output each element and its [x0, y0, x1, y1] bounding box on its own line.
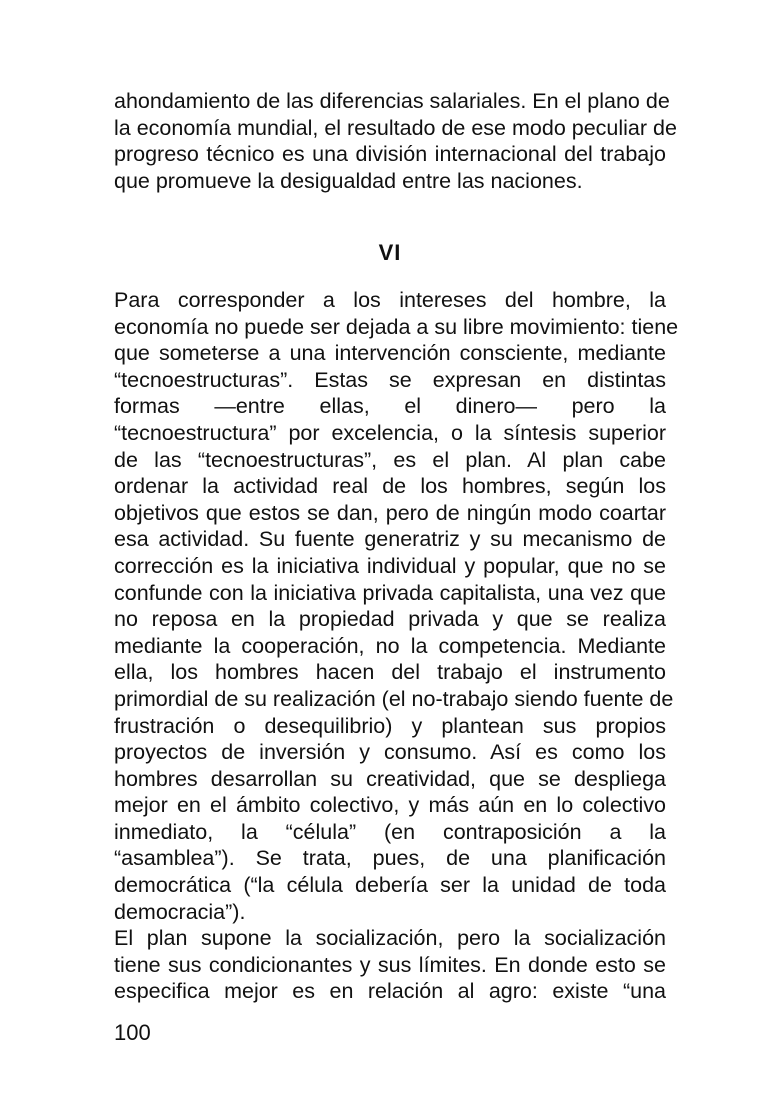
text-line: no reposa en la propiedad privada y que se realiza: [114, 607, 666, 632]
text-line: ahondamiento de las diferencias salariales. En el plano de: [114, 89, 670, 113]
text-line: mediante la cooperación, no la competencia. Mediante: [114, 633, 666, 658]
text-line: El plan supone la socialización, pero la socialización: [114, 926, 666, 951]
text-line: “tecnoestructura” por excelencia, o la síntesis superior: [114, 420, 666, 445]
text-line: economía no puede ser dejada a su libre movimiento: tiene: [114, 314, 679, 339]
text-line: primordial de su realización (el no-trabajo siendo fuente de: [114, 686, 674, 711]
text-line: que promueve la desigualdad entre las naciones.: [114, 168, 583, 193]
text-line: proyectos de inversión y consumo. Así es como los: [114, 740, 666, 765]
text-line: hombres desarrollan su creatividad, que se despliega: [114, 766, 666, 791]
text-line: tiene sus condicionantes y sus límites. En donde esto se: [114, 952, 666, 977]
section-heading: VI: [378, 240, 402, 265]
page-number: 100: [114, 1020, 151, 1045]
text-line: inmediato, la “célula” (en contraposición a la: [114, 819, 666, 844]
text-line: “tecnoestructuras”. Estas se expresan en distintas: [114, 367, 666, 392]
text-line: mejor en el ámbito colectivo, y más aún en lo colectivo: [114, 793, 666, 818]
text-line: que someterse a una intervención consciente, mediante: [114, 341, 666, 366]
text-line: ordenar la actividad real de los hombres, según los: [114, 474, 666, 499]
text-line: objetivos que estos se dan, pero de ningún modo coartar: [114, 500, 666, 525]
text-line: confunde con la iniciativa privada capitalista, una vez que: [114, 580, 666, 605]
text-line: ella, los hombres hacen del trabajo el instrumento: [114, 660, 666, 685]
text-line: formas —entre ellas, el dinero— pero la: [114, 394, 666, 419]
body-paragraphs: [114, 287, 679, 1005]
intro-paragraph: [114, 88, 677, 194]
text-line: frustración o desequilibrio) y plantean sus propios: [114, 713, 666, 738]
text-line: corrección es la iniciativa individual y popular, que no se: [114, 553, 666, 578]
text-line: progreso técnico es una división internacional del trabajo: [114, 142, 666, 167]
text-line: la economía mundial, el resultado de ese modo peculiar de: [114, 115, 677, 140]
text-line: esa actividad. Su fuente generatriz y su mecanismo de: [114, 527, 666, 552]
text-line: de las “tecnoestructuras”, es el plan. Al plan cabe: [114, 447, 666, 472]
text-line: democrática (“la célula debería ser la unidad de toda: [114, 873, 666, 898]
text-line: especifica mejor es en relación al agro: existe “una: [114, 979, 666, 1004]
text-line: democracia”).: [114, 899, 246, 924]
text-line: Para corresponder a los intereses del hombre, la: [114, 288, 666, 312]
text-line: “asamblea”). Se trata, pues, de una planificación: [114, 846, 666, 871]
